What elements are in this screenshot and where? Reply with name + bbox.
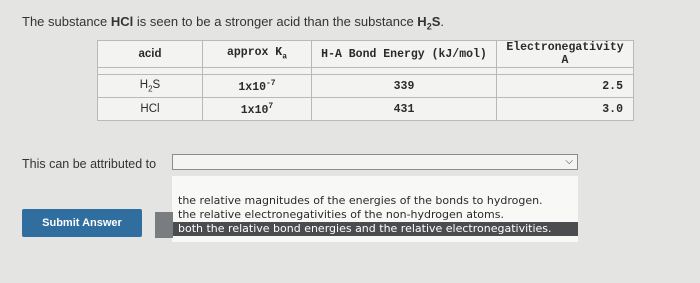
cell-electronegativity: 2.5 xyxy=(497,75,634,98)
header-acid: acid xyxy=(98,41,203,68)
cell-bond-energy: 431 xyxy=(312,98,497,121)
answer-select[interactable] xyxy=(172,154,578,170)
cell-ka: $1x10^7$ xyxy=(203,98,312,121)
acid-data-table xyxy=(97,40,634,121)
cell-bond-energy: 339 xyxy=(312,75,497,98)
option-bond-energies[interactable]: the relative magnitudes of the energies of the bonds to hydrogen. xyxy=(178,194,543,207)
dropdown-shadow xyxy=(155,212,173,238)
table-spacer-row xyxy=(98,68,634,75)
cell-acid: $H_2S$ xyxy=(98,75,203,98)
question-prefix: The substance xyxy=(22,14,111,29)
table-row xyxy=(98,75,634,98)
cell-ka: $1x10^{-7}$ xyxy=(203,75,312,98)
question-suffix: . xyxy=(440,14,444,29)
option-electronegativities[interactable]: the relative electronegativities of the non-hydrogen atoms. xyxy=(178,208,504,221)
header-ka: approx $K_a$ xyxy=(203,41,312,68)
header-bond-energy: H-A Bond Energy (kJ/mol) xyxy=(312,41,497,68)
submit-answer-button[interactable]: Submit Answer xyxy=(22,209,142,237)
question-middle: is seen to be a stronger acid than the substance xyxy=(133,14,418,29)
question-acid-h2s: $H_2S$ xyxy=(417,14,441,32)
question-acid-hcl: HCl xyxy=(110,14,134,29)
table-header-row xyxy=(98,41,634,68)
cell-electronegativity: 3.0 xyxy=(497,98,634,121)
table-row xyxy=(98,98,634,121)
question-text xyxy=(22,14,444,32)
answer-dropdown-list xyxy=(172,176,578,242)
cell-acid: HCl xyxy=(98,98,203,121)
chevron-down-icon[interactable]: ⌵ xyxy=(565,156,573,167)
option-both[interactable]: both the relative bond energies and the relative electronegativities. xyxy=(172,222,578,236)
attribution-prompt: This can be attributed to xyxy=(22,157,157,171)
header-electronegativity: Electronegativity A xyxy=(497,41,634,68)
